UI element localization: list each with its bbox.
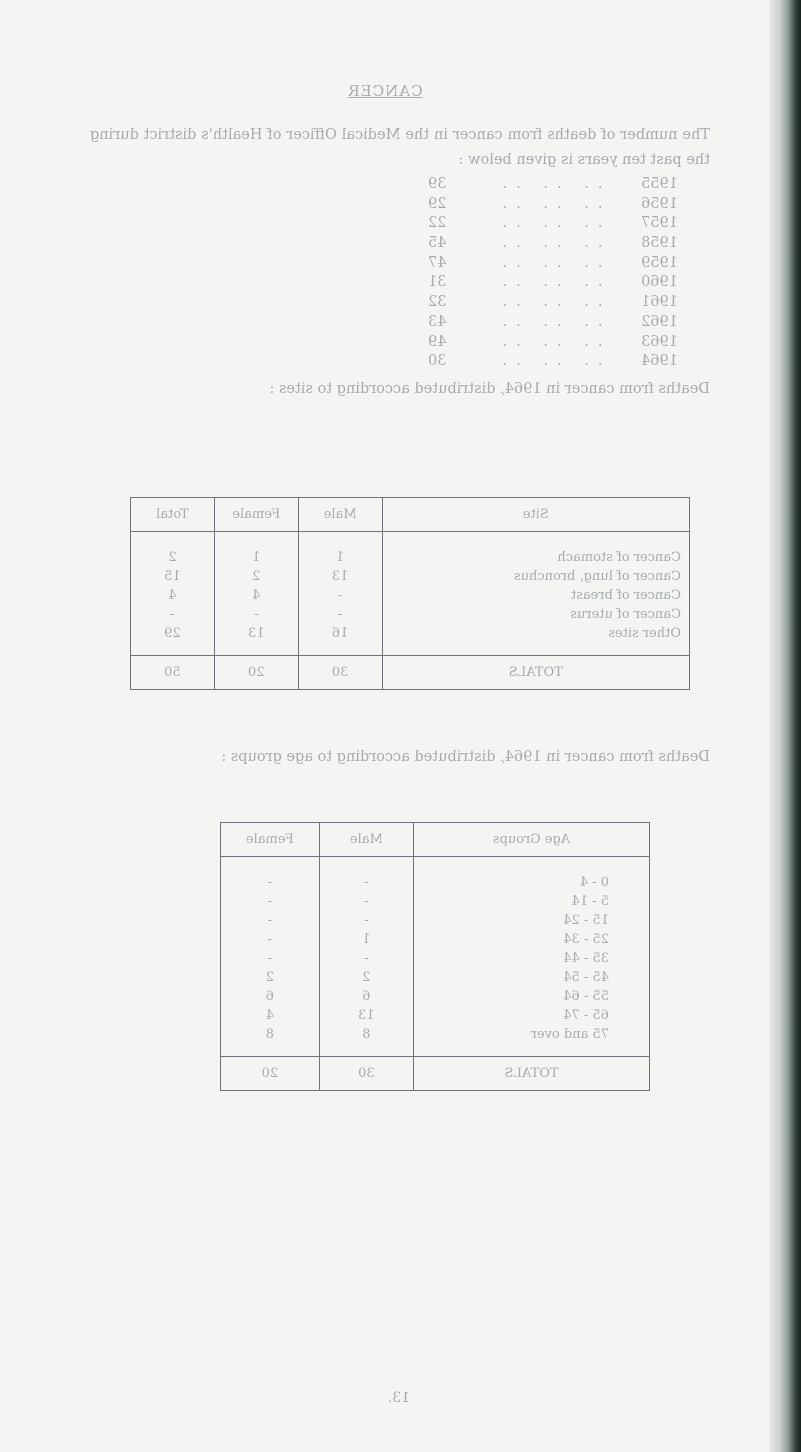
age-cell: 25 - 34 (414, 930, 650, 949)
scanned-page-edge (769, 0, 801, 1452)
site-intro-paragraph: Deaths from cancer in 1964, distributed according to sites : (269, 381, 710, 397)
year: 1957 (641, 215, 678, 232)
male-cell: - (298, 586, 382, 605)
leader-dots: .. .. .. (493, 333, 603, 350)
deaths-by-site-table (130, 497, 690, 690)
male-cell: - (298, 605, 382, 624)
age-cell: 75 and over (414, 1025, 650, 1057)
female-cell: 6 (221, 987, 320, 1006)
leader-dots: .. .. .. (493, 353, 603, 370)
female-cell: - (221, 892, 320, 911)
age-cell: 35 - 44 (414, 949, 650, 968)
male-cell: 16 (298, 624, 382, 656)
leader-dots: .. .. .. (493, 176, 603, 192)
site-cell: Cancer of stomach (382, 532, 689, 568)
table-row (131, 624, 690, 656)
table-row (221, 1006, 650, 1025)
column-header-female: Female (214, 498, 298, 532)
year-row (428, 196, 678, 216)
female-cell: 8 (221, 1025, 320, 1057)
leader-dots: .. .. .. (493, 313, 603, 330)
deaths-by-age-table (220, 822, 650, 1091)
leader-dots: .. .. .. (493, 235, 603, 252)
total-cell: - (131, 605, 215, 624)
leader-dots: .. .. .. (493, 215, 603, 232)
year: 1959 (641, 254, 678, 271)
total-cell: 29 (131, 624, 215, 656)
male-cell: 2 (319, 968, 413, 987)
leader-dots: .. .. .. (493, 294, 603, 311)
table-row (221, 857, 650, 893)
female-total: 20 (221, 1057, 320, 1091)
total-cell: 2 (131, 532, 215, 568)
female-cell: 4 (214, 586, 298, 605)
table-row (221, 968, 650, 987)
leader-dots: .. .. .. (493, 195, 603, 212)
deaths: 22 (428, 215, 447, 232)
site-cell: Cancer of lung, bronchus (382, 567, 689, 586)
male-cell: - (319, 949, 413, 968)
female-cell: 13 (214, 624, 298, 656)
male-total: 30 (319, 1057, 413, 1091)
female-cell: - (221, 930, 320, 949)
male-cell: 1 (298, 532, 382, 568)
female-cell: 4 (221, 1006, 320, 1025)
deaths: 47 (428, 254, 447, 271)
male-cell: - (319, 911, 413, 930)
male-cell: - (319, 892, 413, 911)
table-row (131, 605, 690, 624)
female-cell: 2 (221, 968, 320, 987)
year: 1960 (641, 274, 678, 291)
male-cell: 6 (319, 987, 413, 1006)
total-cell: 15 (131, 567, 215, 586)
column-header-age: Age Groups (414, 823, 650, 857)
page-number: 13. (387, 1390, 410, 1406)
age-cell: 65 - 74 (414, 1006, 650, 1025)
deaths: 30 (428, 353, 447, 370)
grand-total: 50 (131, 656, 215, 690)
deaths: 29 (428, 195, 447, 212)
table-row (131, 567, 690, 586)
leader-dots: .. .. .. (493, 274, 603, 291)
year: 1955 (641, 176, 678, 192)
table-row (131, 532, 690, 568)
intro-paragraph: The number of deaths from cancer in the Medical Officer of Health's district during the past ten years is given below : (90, 127, 710, 168)
deaths: 45 (428, 235, 447, 252)
year-row (428, 314, 678, 334)
female-cell: - (214, 605, 298, 624)
total-cell: 4 (131, 586, 215, 605)
age-cell: 5 - 14 (414, 892, 650, 911)
male-total: 30 (298, 656, 382, 690)
year: 1956 (641, 195, 678, 212)
deaths: 32 (428, 294, 447, 311)
column-header-total: Total (131, 498, 215, 532)
male-cell: 13 (298, 567, 382, 586)
year-row (428, 274, 678, 294)
table-row (221, 949, 650, 968)
female-cell: - (221, 857, 320, 893)
site-cell: Other sites (382, 624, 689, 656)
table-row (221, 1025, 650, 1057)
totals-label: TOTALS (382, 656, 689, 690)
year: 1962 (641, 313, 678, 330)
year: 1964 (641, 353, 678, 370)
female-cell: - (221, 949, 320, 968)
year-row (428, 255, 678, 275)
year-row (428, 353, 678, 373)
deaths: 39 (428, 176, 447, 192)
male-cell: 13 (319, 1006, 413, 1025)
age-cell: 45 - 54 (414, 968, 650, 987)
year: 1963 (641, 333, 678, 350)
year-row (428, 176, 678, 196)
age-intro-paragraph: Deaths from cancer in 1964, distributed according to age groups : (221, 749, 710, 765)
totals-row (221, 1057, 650, 1091)
female-cell: 2 (214, 567, 298, 586)
column-header-female: Female (221, 823, 320, 857)
age-cell: 55 - 64 (414, 987, 650, 1006)
age-cell: 15 - 24 (414, 911, 650, 930)
female-total: 20 (214, 656, 298, 690)
table-header-row (131, 498, 690, 532)
female-cell: - (221, 911, 320, 930)
year-row (428, 215, 678, 235)
year-row (428, 334, 678, 354)
deaths: 31 (428, 274, 447, 291)
site-cell: Cancer of uterus (382, 605, 689, 624)
male-cell: - (319, 857, 413, 893)
page-heading: CANCER (347, 82, 423, 100)
column-header-male: Male (298, 498, 382, 532)
year: 1958 (641, 235, 678, 252)
deaths: 43 (428, 313, 447, 330)
table-row (221, 987, 650, 1006)
column-header-site: Site (382, 498, 689, 532)
male-cell: 8 (319, 1025, 413, 1057)
leader-dots: .. .. .. (493, 254, 603, 271)
year-row (428, 294, 678, 314)
male-cell: 1 (319, 930, 413, 949)
column-header-male: Male (319, 823, 413, 857)
table-row (221, 930, 650, 949)
table-row (221, 892, 650, 911)
table-row (131, 586, 690, 605)
deaths-by-year-list (428, 176, 678, 373)
totals-row (131, 656, 690, 690)
totals-label: TOTALS (414, 1057, 650, 1091)
year: 1961 (641, 294, 678, 311)
age-cell: 0 - 4 (414, 857, 650, 893)
table-row (221, 911, 650, 930)
female-cell: 1 (214, 532, 298, 568)
deaths: 49 (428, 333, 447, 350)
table-header-row (221, 823, 650, 857)
year-row (428, 235, 678, 255)
site-cell: Cancer of breast (382, 586, 689, 605)
